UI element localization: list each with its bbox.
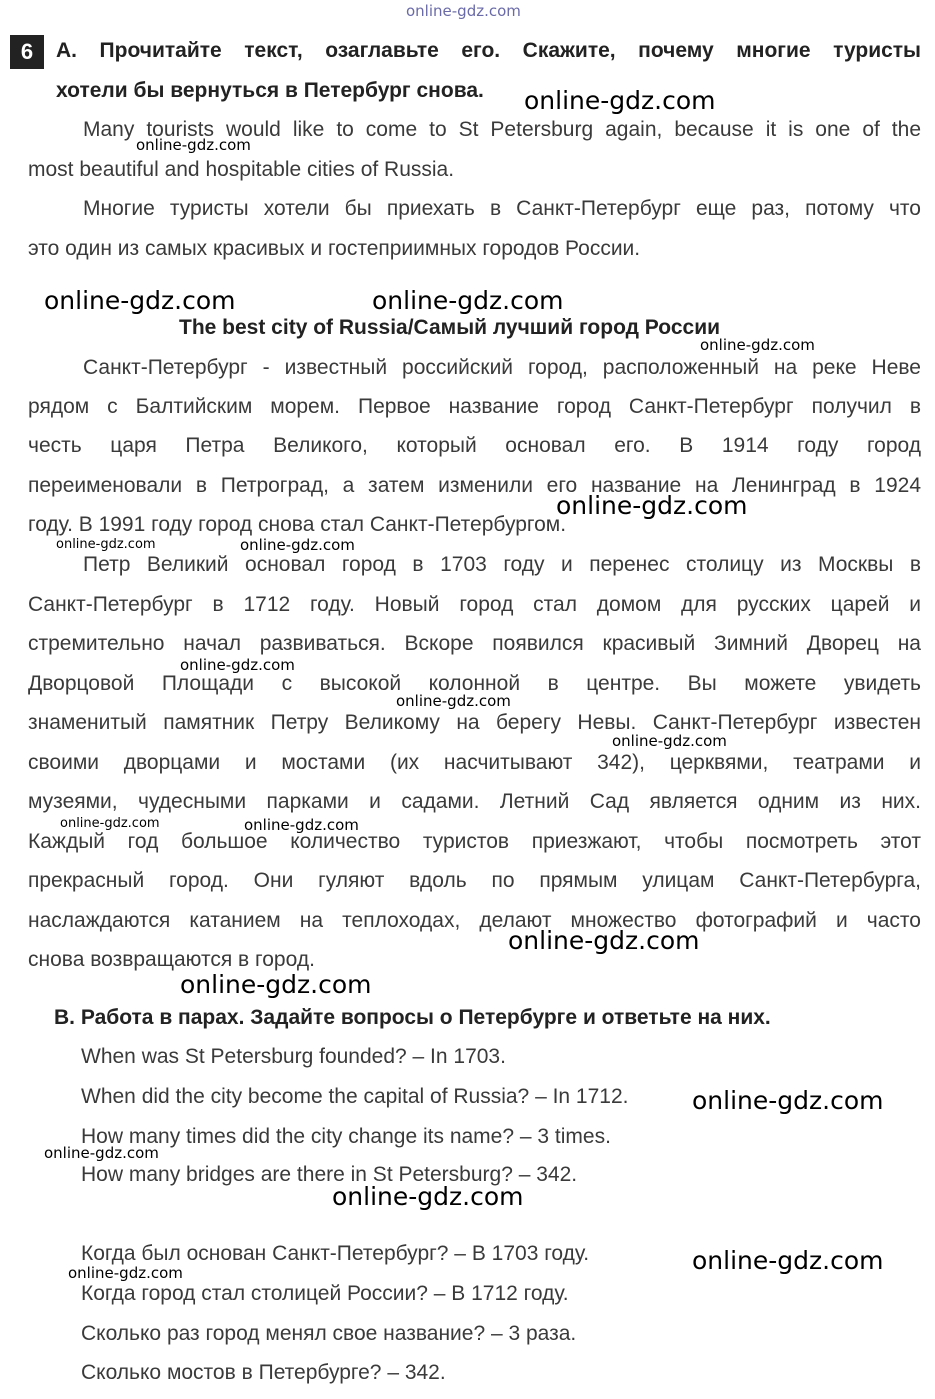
paragraph-2-line: музеями, чудесными парками и садами. Летний Сад является одним из них. bbox=[28, 790, 921, 813]
watermark: online-gdz.com bbox=[700, 336, 815, 354]
english-answer-line-1: Many tourists would like to come to St Petersburg again, because it is one of the bbox=[83, 118, 921, 141]
qa-english-item: When was St Petersburg founded? – In 1703. bbox=[81, 1045, 506, 1068]
watermark: online-gdz.com bbox=[180, 656, 295, 674]
watermark: online-gdz.com bbox=[556, 491, 748, 520]
qa-english-item: How many bridges are there in St Petersburg? – 342. bbox=[81, 1163, 578, 1186]
paragraph-1-line: переименовали в Петроград, а затем изменили его название на Ленинград в 1924 bbox=[28, 474, 921, 497]
watermark: online-gdz.com bbox=[56, 537, 156, 552]
paragraph-1-line: году. В 1991 году город снова стал Санкт-Петербургом. bbox=[28, 513, 567, 536]
paragraph-2-line: Санкт-Петербург в 1712 году. Новый город стал домом для русских царей и bbox=[28, 593, 921, 616]
paragraph-2-line: снова возвращаются в город. bbox=[28, 948, 315, 971]
qa-english-item: How many times did the city change its name? – 3 times. bbox=[81, 1125, 611, 1148]
paragraph-2-line: Петр Великий основал город в 1703 году и перенес столицу из Москвы в bbox=[83, 553, 921, 576]
paragraph-2-line: Каждый год большое количество туристов приезжают, чтобы посмотреть этот bbox=[28, 830, 921, 853]
qa-english-item: When did the city become the capital of Russia? – In 1712. bbox=[81, 1085, 629, 1108]
russian-answer-line-2: это один из самых красивых и гостеприимных городов России. bbox=[28, 237, 641, 260]
qa-russian-item: Сколько раз город менял свое название? – 3 раза. bbox=[81, 1322, 577, 1345]
qa-russian-item: Сколько мостов в Петербурге? – 342. bbox=[81, 1361, 446, 1384]
text-title: The best city of Russia/Самый лучший город России bbox=[179, 316, 721, 339]
paragraph-2-line: знаменитый памятник Петру Великому на берегу Невы. Санкт-Петербург известен bbox=[28, 711, 921, 734]
watermark: online-gdz.com bbox=[396, 692, 511, 710]
watermark: online-gdz.com bbox=[692, 1246, 884, 1275]
paragraph-1-line: рядом с Балтийским морем. Первое название город Санкт-Петербург получил в bbox=[28, 395, 921, 418]
exercise-number-badge: 6 bbox=[10, 35, 44, 69]
watermark: online-gdz.com bbox=[44, 286, 236, 315]
watermark: online-gdz.com bbox=[692, 1086, 884, 1115]
part-a-instruction-line-1: A. Прочитайте текст, озаглавьте его. Скажите, почему многие туристы bbox=[56, 39, 921, 62]
watermark: online-gdz.com bbox=[180, 970, 372, 999]
watermark: online-gdz.com bbox=[44, 1144, 159, 1162]
paragraph-2-line: Дворцовой Площади с высокой колонной в центре. Вы можете увидеть bbox=[28, 672, 921, 695]
qa-russian-item: Когда город стал столицей России? – В 1712 году. bbox=[81, 1282, 569, 1305]
paragraph-2-line: своими дворцами и мостами (их насчитывают 342), церквями, театрами и bbox=[28, 751, 921, 774]
russian-answer-line-1: Многие туристы хотели бы приехать в Санкт-Петербург еще раз, потому что bbox=[83, 197, 921, 220]
qa-russian-item: Когда был основан Санкт-Петербург? – В 1703 году. bbox=[81, 1242, 590, 1265]
watermark: online-gdz.com bbox=[60, 816, 160, 831]
watermark: online-gdz.com bbox=[332, 1182, 524, 1211]
paragraph-2-line: наслаждаются катанием на теплоходах, делают множество фотографий и часто bbox=[28, 909, 921, 932]
watermark: online-gdz.com bbox=[612, 732, 727, 750]
watermark: online-gdz.com bbox=[372, 286, 564, 315]
paragraph-1-line: честь царя Петра Великого, который основал его. В 1914 году город bbox=[28, 434, 921, 457]
part-b-instruction: B. Работа в парах. Задайте вопросы о Петербурге и ответьте на них. bbox=[54, 1006, 771, 1029]
watermark: online-gdz.com bbox=[240, 536, 355, 554]
watermark: online-gdz.com bbox=[508, 926, 700, 955]
paragraph-2-line: прекрасный город. Они гуляют вдоль по прямым улицам Санкт-Петербурга, bbox=[28, 869, 921, 892]
english-answer-line-2: most beautiful and hospitable cities of Russia. bbox=[28, 158, 455, 181]
watermark: online-gdz.com bbox=[68, 1264, 183, 1282]
paragraph-1-line: Санкт-Петербург - известный российский город, расположенный на реке Неве bbox=[83, 356, 921, 379]
watermark-top: online-gdz.com bbox=[406, 2, 521, 20]
part-a-instruction-line-2: хотели бы вернуться в Петербург снова. bbox=[56, 79, 484, 102]
watermark: online-gdz.com bbox=[524, 86, 716, 115]
watermark: online-gdz.com bbox=[136, 136, 251, 154]
watermark: online-gdz.com bbox=[244, 816, 359, 834]
paragraph-2-line: стремительно начал развиваться. Вскоре появился красивый Зимний Дворец на bbox=[28, 632, 921, 655]
